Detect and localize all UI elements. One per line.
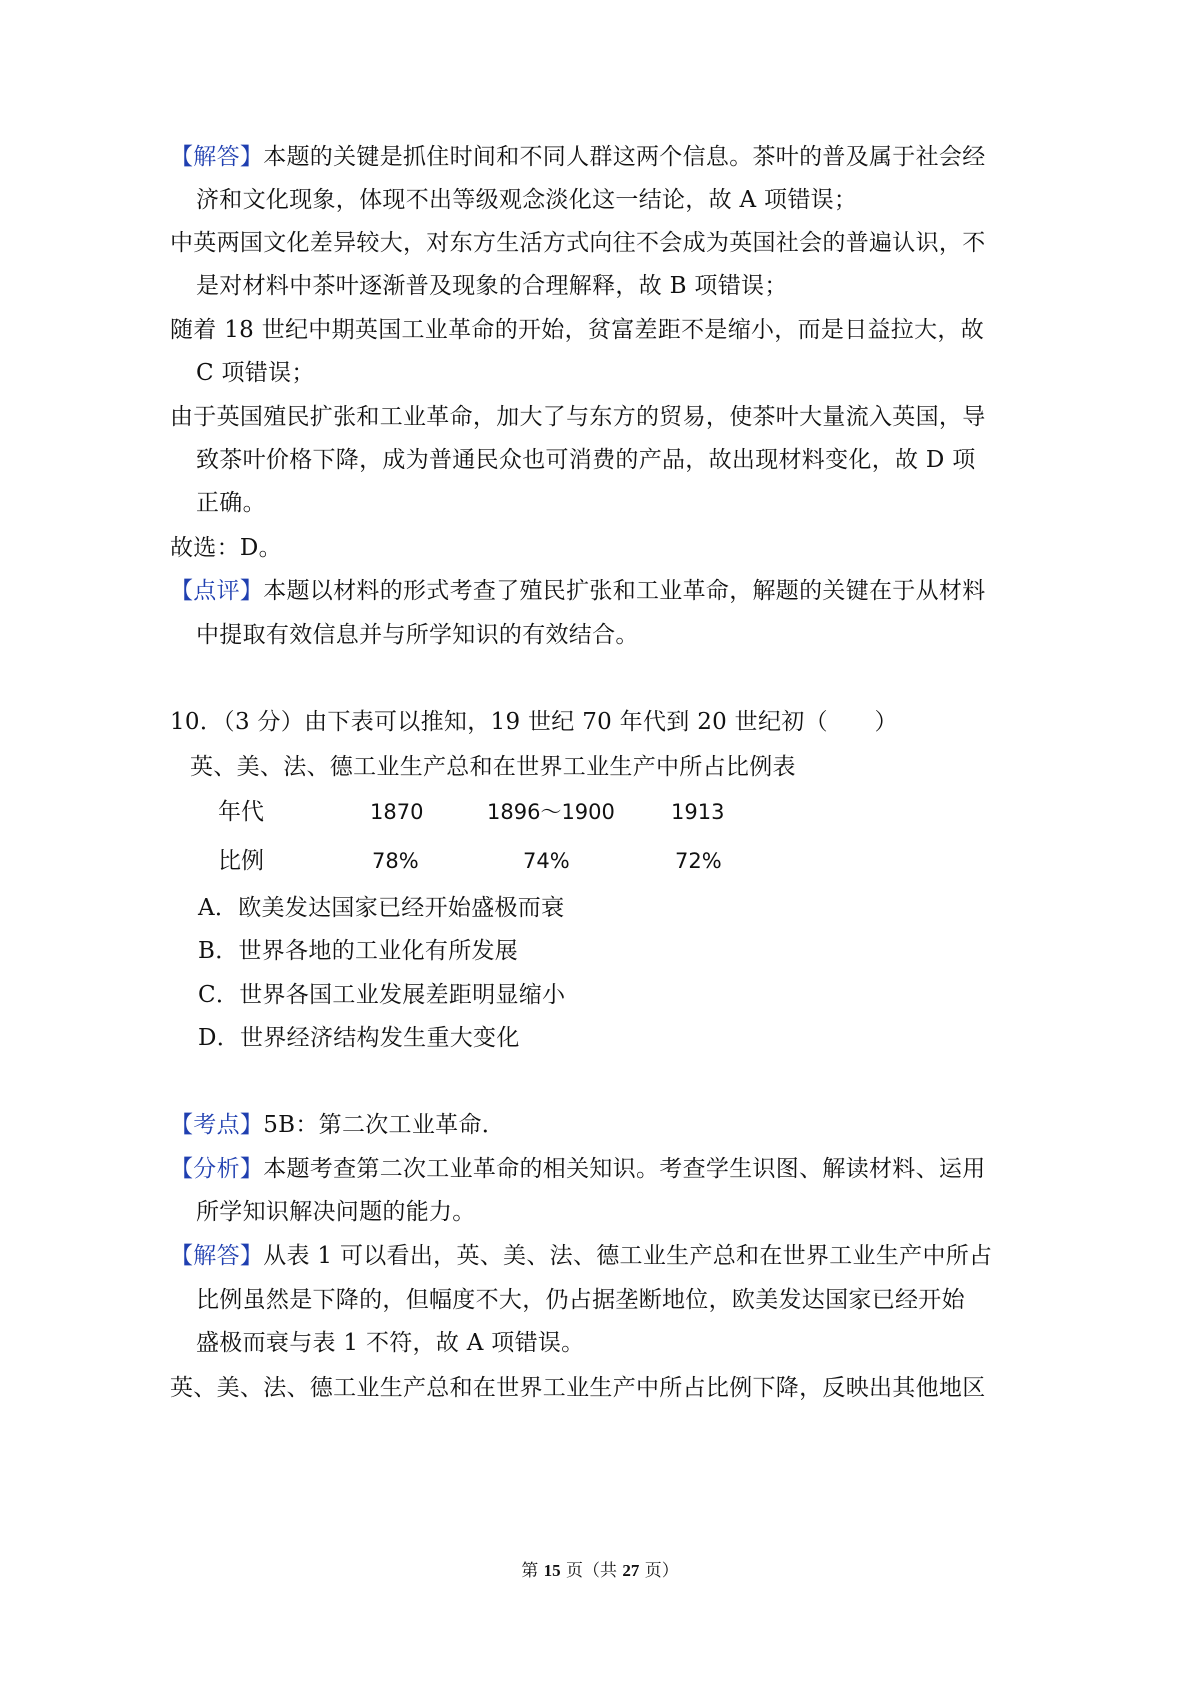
table-header-cell: 1870 (370, 800, 424, 824)
option-d-explanation: 由于英国殖民扩张和工业革命，加大了与东方的贸易，使茶叶大量流入英国，导 (170, 404, 986, 430)
answer-text-line: 盛极而衰与表 1 不符，故 A 项错误。 (196, 1330, 585, 1356)
analysis-paragraph (170, 1154, 986, 1184)
question-stem: 10．（3 分）由下表可以推知，19 世纪 70 年代到 20 世纪初（ ） (170, 709, 898, 735)
analysis-tag: 【分析】 (170, 1156, 264, 1182)
table-row-cell: 78% (372, 849, 419, 873)
option-d-explanation-line: 正确。 (196, 490, 266, 516)
option-b: B．世界各地的工业化有所发展 (198, 938, 519, 964)
knowledge-point-text: 5B：第二次工业革命． (263, 1112, 506, 1138)
page-number: 15 (543, 1561, 561, 1580)
analysis-text-line: 所学知识解决问题的能力。 (196, 1199, 476, 1225)
answer-text-line: 济和文化现象，体现不出等级观念淡化这一结论，故 A 项错误； (196, 187, 858, 213)
option-b-explanation-line: 是对材料中茶叶逐渐普及现象的合理解释，故 B 项错误； (196, 273, 788, 299)
table-header-cell: 年代 (218, 799, 264, 825)
answer-tag: 【解答】 (170, 144, 264, 170)
footer-prefix: 第 (521, 1561, 544, 1581)
footer-middle: 页（共 (560, 1561, 623, 1581)
page-footer (0, 1556, 1200, 1581)
answer-continuation: 英、美、法、德工业生产总和在世界工业生产中所占比例下降，反映出其他地区 (170, 1375, 986, 1401)
table-row-cell: 72% (675, 849, 722, 873)
option-d: D．世界经济结构发生重大变化 (198, 1025, 520, 1051)
option-a: A．欧美发达国家已经开始盛极而衰 (198, 895, 565, 921)
table-row-cell: 74% (523, 849, 570, 873)
page-total: 27 (622, 1561, 640, 1580)
comment-tag: 【点评】 (170, 578, 264, 604)
knowledge-point (170, 1110, 505, 1140)
option-c: C．世界各国工业发展差距明显缩小 (198, 982, 566, 1008)
option-d-explanation-line: 致茶叶价格下降，成为普通民众也可消费的产品，故出现材料变化，故 D 项 (196, 447, 976, 473)
option-c-explanation: 随着 18 世纪中期英国工业革命的开始，贫富差距不是缩小，而是日益拉大，故 (170, 317, 984, 343)
answer-text: 从表 1 可以看出，英、美、法、德工业生产总和在世界工业生产中所占 (263, 1243, 993, 1269)
table-header-cell: 1913 (671, 800, 725, 824)
option-b-explanation: 中英两国文化差异较大，对东方生活方式向往不会成为英国社会的普遍认识，不 (170, 230, 986, 256)
table-title: 英、美、法、德工业生产总和在世界工业生产中所占比例表 (190, 754, 796, 780)
comment-paragraph (170, 576, 986, 606)
table-header-cell: 1896～1900 (487, 800, 615, 824)
comment-text: 本题以材料的形式考查了殖民扩张和工业革命，解题的关键在于从材料 (263, 578, 986, 604)
option-c-explanation-line: C 项错误； (196, 360, 315, 386)
answer-paragraph (170, 1241, 992, 1271)
comment-text-line: 中提取有效信息并与所学知识的有效结合。 (196, 622, 639, 648)
answer-text-line: 比例虽然是下降的，但幅度不大，仍占据垄断地位，欧美发达国家已经开始 (196, 1287, 965, 1313)
analysis-text: 本题考查第二次工业革命的相关知识。考查学生识图、解读材料、运用 (263, 1156, 986, 1182)
answer-tag: 【解答】 (170, 1243, 264, 1269)
table-row-cell: 比例 (218, 848, 264, 874)
footer-suffix: 页） (639, 1561, 679, 1581)
knowledge-point-tag: 【考点】 (170, 1112, 264, 1138)
answer-text: 本题的关键是抓住时间和不同人群这两个信息。茶叶的普及属于社会经 (263, 144, 986, 170)
selected-answer: 故选：D。 (170, 535, 282, 561)
answer-paragraph (170, 142, 986, 172)
